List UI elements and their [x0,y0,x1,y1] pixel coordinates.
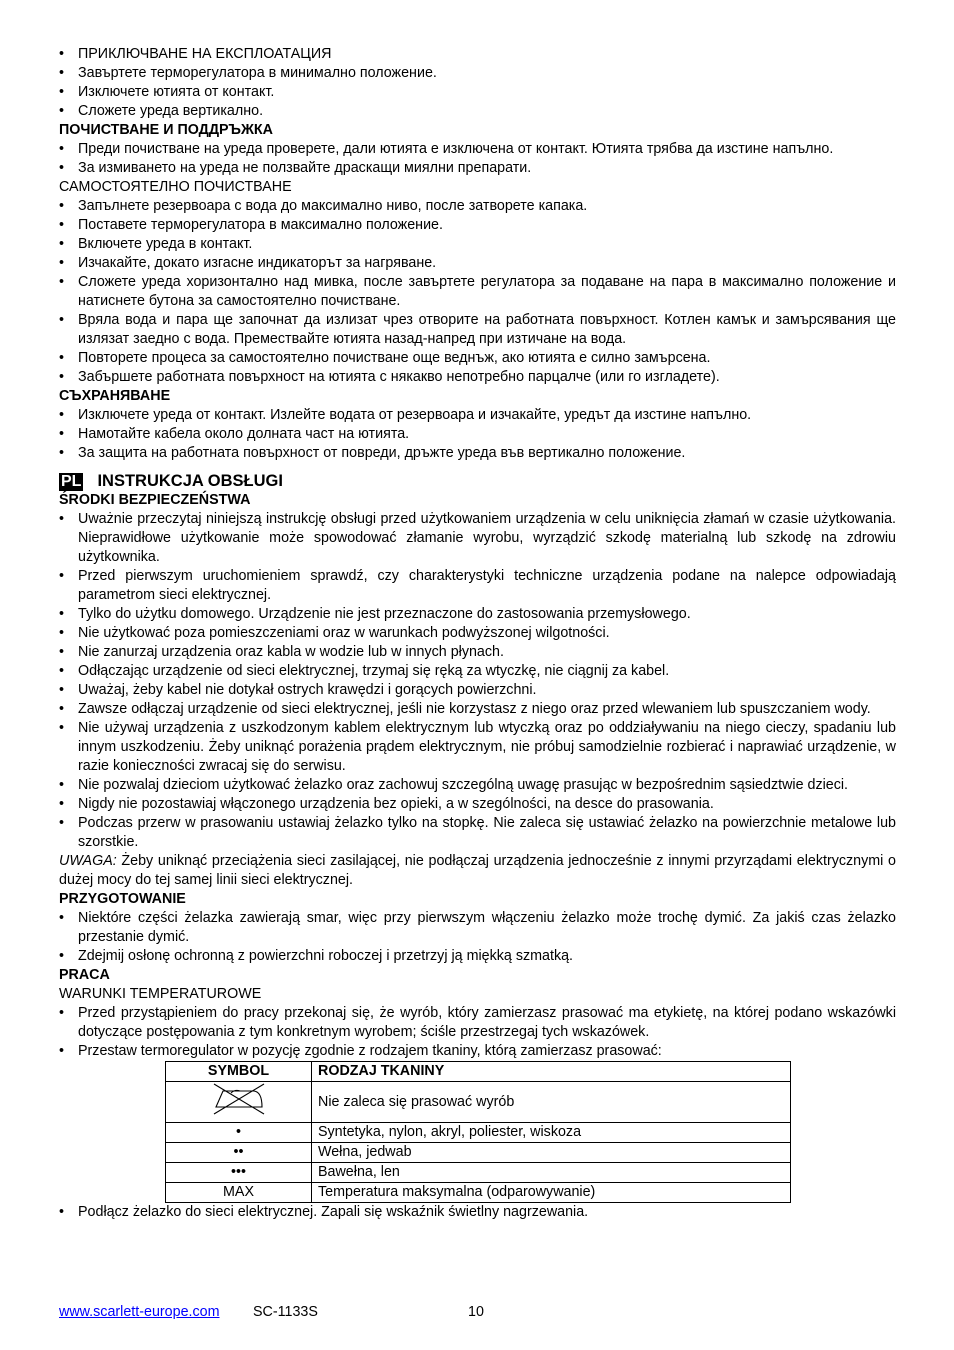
list-item: • За измиването на уреда не ползвайте драскащи миялни препарати. [59,159,896,178]
list-item: • Забършете работната повърхност на ютията с някакво непотребно парцалче (или го изгладете). [59,368,896,387]
storage-list [59,406,896,463]
list-item: • Odłączając urządzenie od sieci elektrycznej, trzymaj się ręką za wtyczkę, nie ciągnij za kabel. [59,662,896,681]
list-item: • Завъртете терморегулатора в минимално положение. [59,64,896,83]
table-row [166,1183,791,1203]
no-ironing-icon [210,1082,268,1116]
table-cell-fabric: Temperatura maksymalna (odparowywanie) [312,1183,791,1203]
page-number: 10 [468,1304,484,1320]
table-cell-fabric: Wełna, jedwab [312,1143,791,1163]
list-item: • Изключете ютията от контакт. [59,83,896,102]
table-header: SYMBOL [166,1062,312,1082]
list-item: • Nie używaj urządzenia z uszkodzonym kablem elektrycznym lub wtyczką oraz po oddziaływaniu na niego cieczy, spadaniu lub innym uszkodzeniu. Żeby uniknąć porażenia prądem elektrycznym, nie próbuj samodzielnie rozbierać i naprawiać urządzenie, w razie konieczności zwracaj się do serwisu. [59,719,896,776]
prep-list [59,909,896,966]
list-item: • Podłącz żelazko do sieci elektrycznej. Zapali się wskaźnik świetlny nagrzewania. [59,1203,896,1222]
model-number: SC-1133S [253,1304,318,1320]
website-link[interactable]: www.scarlett-europe.com [59,1304,220,1320]
table-cell-symbol [166,1082,312,1123]
list-item: • Сложете уреда хоризонтално над мивка, после завъртете регулатора за подаване на пара в максимално положение и натиснете бутона за самостоятелно почистване. [59,273,896,311]
warning-text: Żeby uniknąć przeciążenia sieci zasilającej, nie podłączaj urządzenia jednocześnie z innymi przyrządami elektrycznymi o dużej mocy do tej samej linii sieci elektrycznej. [59,853,896,888]
temp-list [59,1004,896,1061]
language-badge: PL [61,472,82,490]
list-item: • Повторете процеса за самостоятелно почистване още веднъж, ако ютията е силно замърсена. [59,349,896,368]
table-row [166,1143,791,1163]
after-table-list [59,1203,896,1222]
list-item: • Преди почистване на уреда проверете, дали ютията е изключена от контакт. Ютията трябва да изстине напълно. [59,140,896,159]
list-item: • Изчакайте, докато изгасне индикаторът за нагряване. [59,254,896,273]
list-item: • Вряла вода и пара ще започнат да излизат чрез отворите на работната повърхност. Котлен камък и замърсявания ще излязат заедно с вода. Премествайте ютията назад-напред при изтичане на вода. [59,311,896,349]
list-item: • Сложете уреда вертикално. [59,102,896,121]
list-item: • Przed pierwszym uruchomieniem sprawdź, czy charakterystyki techniczne urządzenia podane na nalepce odpowiadają parametrom sieci elektrycznej. [59,567,896,605]
list-item: • Uważaj, żeby kabel nie dotykał ostrych krawędzi i gorących powierzchni. [59,681,896,700]
section-title-storage: СЪХРАНЯВАНЕ [59,388,171,404]
list-item: • За защита на работната повърхност от повреди, дръжте уреда във вертикално положение. [59,444,896,463]
list-item: • Поставете терморегулатора в максимално положение. [59,216,896,235]
cleaning-list [59,140,896,178]
safety-list [59,510,896,852]
bg-end-list [59,45,896,121]
table-row [166,1163,791,1183]
list-item: • Nie pozwalaj dzieciom użytkować żelazko oraz zachowuj szczególną uwagę prasując w bezpośrednim sąsiedztwie dzieci. [59,776,896,795]
page-footer [59,1304,896,1320]
table-cell-fabric: Nie zaleca się prasować wyrób [312,1082,791,1123]
list-item: • Nie użytkować poza pomieszczeniami oraz w warunkach podwyższonej wilgotności. [59,624,896,643]
section-title-pl: INSTRUKCJA OBSŁUGI [97,472,283,490]
pl-section-heading [59,472,896,491]
section-title-work: PRACA [59,967,110,983]
list-item: • Включете уреда в контакт. [59,235,896,254]
section-title-cleaning: ПОЧИСТВАНЕ И ПОДДРЪЖКА [59,122,273,138]
list-item: • Изключете уреда от контакт. Излейте водата от резервоара и изчакайте, уредът да изстине напълно. [59,406,896,425]
list-item: • Przed przystąpieniem do pracy przekonaj się, że wyrób, który zamierzasz prasować ma etykietę, na której podano wskazówki dotyczące postępowania z tym konkretnym wyrobem; ściśle przestrzegaj tych wskazówek. [59,1004,896,1042]
list-item: • Uważnie przeczytaj niniejszą instrukcję obsługi przed użytkowaniem urządzenia w celu uniknięcia złamań w czasie użytkowania. Nieprawidłowe użytkowanie może spowodować złamanie wyrobu, wyrządzić szkodę materialną lub szkodę na zdrowiu użytkownika. [59,510,896,567]
table-cell-symbol: ••• [166,1163,312,1183]
table-cell-symbol: •• [166,1143,312,1163]
warning-paragraph [59,852,896,890]
list-item: • Zawsze odłączaj urządzenie od sieci elektrycznej, jeśli nie korzystasz z niego oraz przed wlewaniem lub spuszczaniem wody. [59,700,896,719]
list-item: • ПРИКЛЮЧВАНЕ НА ЕКСПЛОАТАЦИЯ [59,45,896,64]
table-header: RODZAJ TKANINY [312,1062,791,1082]
list-item: • Запълнете резервоара с вода до максимално ниво, после затворете капака. [59,197,896,216]
list-item: • Niektóre części żelazka zawierają smar, więc przy pierwszym włączeniu żelazko może trochę dymić. Za jakiś czas żelazko przestanie dymić. [59,909,896,947]
list-item: • Przestaw termoregulator w pozycję zgodnie z rodzajem tkaniny, którą zamierzasz prasować: [59,1042,896,1061]
list-item: • Podczas przerw w prasowaniu ustawiaj żelazko tylko na stopkę. Nie zaleca się ustawiać żelazko na powierzchnie metalowe lub szorstkie. [59,814,896,852]
section-title-selfclean: САМОСТОЯТЕЛНО ПОЧИСТВАНЕ [59,179,292,195]
selfclean-list [59,197,896,387]
section-title-safety: ŚRODKI BEZPIECZEŃSTWA [59,492,251,508]
fabric-symbol-table [165,1061,791,1203]
list-item: • Tylko do użytku domowego. Urządzenie nie jest przeznaczone do zastosowania przemysłowego. [59,605,896,624]
table-cell-fabric: Syntetyka, nylon, akryl, poliester, wiskoza [312,1123,791,1143]
table-row [166,1123,791,1143]
list-item: • Nigdy nie pozostawiaj włączonego urządzenia bez opieki, a w szególności, na desce do prasowania. [59,795,896,814]
table-row [166,1082,791,1123]
list-item: • Намотайте кабела около долната част на ютията. [59,425,896,444]
warning-label: UWAGA: [59,853,117,869]
list-item: • Nie zanurzaj urządzenia oraz kabla w wodzie lub w innych płynach. [59,643,896,662]
section-title-temp: WARUNKI TEMPERATUROWE [59,986,262,1002]
table-cell-symbol: • [166,1123,312,1143]
list-item: • Zdejmij osłonę ochronną z powierzchni roboczej i przetrzyj ją miękką szmatką. [59,947,896,966]
table-cell-fabric: Bawełna, len [312,1163,791,1183]
table-header-row [166,1062,791,1082]
page-content [59,45,896,1222]
table-cell-symbol: MAX [166,1183,312,1203]
section-title-prep: PRZYGOTOWANIE [59,891,186,907]
